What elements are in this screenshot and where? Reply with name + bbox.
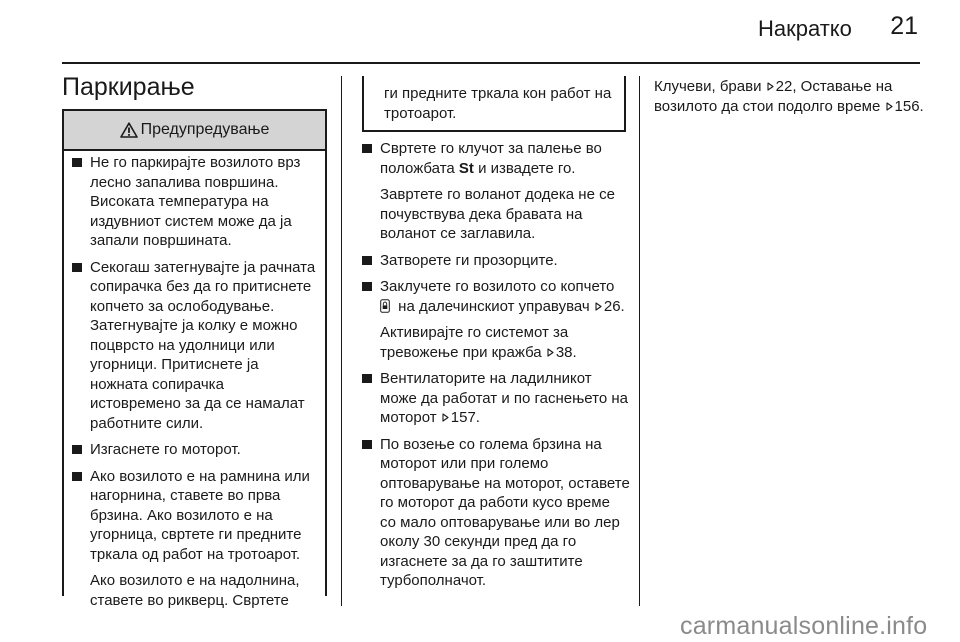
paragraph-text: По возење со голема брзина на моторот или при големо оптоварување на моторот, оставете го моторот да работи кусо време со мало оптоварување или во лер околу 30 секунди пред да го изгаснете за да го заштитите турбополначот.	[380, 435, 630, 589]
page-reference-icon	[442, 413, 449, 422]
bullet-icon	[72, 158, 82, 167]
bullet-icon	[72, 445, 82, 454]
page-number: 21	[890, 12, 918, 40]
item-paragraph	[90, 571, 318, 610]
item-paragraph	[90, 467, 318, 565]
paragraph-text: и извадете го.	[473, 159, 576, 177]
parking-step-item	[362, 277, 630, 362]
references-paragraph	[654, 77, 926, 116]
parking-step-item	[362, 251, 630, 271]
parking-steps-list	[362, 139, 630, 598]
watermark: carmanualsonline.info	[680, 612, 928, 640]
item-paragraph	[380, 251, 558, 271]
warning-list-item	[72, 258, 318, 434]
paragraph-text: Вентилаторите на ладилникот може да работат и по гаснењето на моторот	[380, 370, 628, 426]
paragraph-text: Активирајте го системот за тревожење при кражба	[380, 324, 569, 361]
warning-heading-text: Предупредување	[140, 121, 270, 138]
warning-triangle-icon	[120, 122, 138, 138]
paragraph-text: Завртете го воланот додека не се почувствува дека бравата на воланот се заглавила.	[380, 186, 615, 242]
warning-continued-text: ги предните тркала кон работ на тротоарот.	[384, 85, 612, 122]
references-text: Клучеви, брави	[654, 78, 762, 95]
parking-step-item	[362, 369, 630, 428]
bullet-icon	[362, 374, 372, 383]
chapter-title: Накратко	[758, 16, 852, 41]
paragraph-text: Ако возилото е на рамнина или нагорнина, ставете во прва брзина. Ако возилото е на угорница, свртете ги предните тркала од работ на тротоарот.	[90, 467, 310, 563]
lock-key-icon	[380, 299, 390, 313]
header-rule	[62, 62, 920, 64]
item-paragraph	[380, 369, 630, 428]
warning-heading	[64, 109, 325, 151]
page-reference-icon	[767, 82, 774, 91]
page-reference-icon	[547, 348, 554, 357]
cross-references	[654, 77, 926, 116]
paragraph-text: Не го паркирајте возилото врз лесно запалива површина. Високата температура на издувниот систем може да ја запали површината.	[90, 154, 301, 249]
bullet-icon	[72, 263, 82, 272]
page-reference-icon	[595, 302, 602, 311]
item-paragraph	[380, 185, 630, 244]
warning-list	[72, 153, 318, 617]
paragraph-text: Изгаснете го моторот.	[90, 441, 241, 458]
paragraph-text: Секогаш затегнувајте ја рачната сопирачка без да го притиснете копчето за ослободување. Затегнувајте ја колку е можно поцврсто на удолници или угорници. Притиснете ја ножната сопирачка истовремено за да се намалат работните сили.	[90, 258, 316, 432]
bullet-icon	[362, 144, 372, 153]
paragraph-text: Ако возилото е на надолнина, ставете во рикверц. Свртете	[90, 572, 300, 609]
item-paragraph	[380, 435, 630, 591]
item-paragraph	[90, 258, 318, 434]
column-divider-2	[639, 76, 640, 606]
page-reference-link[interactable]: 26.	[603, 297, 625, 315]
warning-list-item	[72, 440, 318, 460]
paragraph-text: Затворете ги прозорците.	[380, 251, 558, 269]
reference-link-2[interactable]: 156.	[894, 97, 924, 115]
parking-step-item	[362, 139, 630, 244]
item-paragraph	[90, 153, 318, 251]
bullet-icon	[362, 256, 372, 265]
warning-list-item	[72, 153, 318, 251]
warning-list-item	[72, 467, 318, 611]
item-paragraph	[380, 139, 630, 178]
column-divider-1	[341, 76, 342, 606]
bullet-icon	[72, 472, 82, 481]
bullet-icon	[362, 440, 372, 449]
paragraph-text: Заклучете го возилото со копчето	[380, 278, 615, 295]
page-reference-link[interactable]: 157.	[450, 409, 480, 426]
paragraph-text: Свртете го клучот за палење во положбата	[380, 140, 602, 177]
page-reference-link[interactable]: 38.	[555, 343, 577, 361]
page-reference-icon	[886, 102, 893, 111]
ignition-position-label: St	[458, 159, 474, 177]
parking-step-item	[362, 435, 630, 591]
bullet-icon	[362, 282, 372, 291]
item-paragraph	[90, 440, 241, 460]
item-paragraph	[380, 323, 630, 362]
item-paragraph	[380, 277, 630, 316]
section-title: Паркирање	[62, 73, 195, 101]
paragraph-text: на далечинскиот управувач	[394, 297, 590, 315]
reference-link-1[interactable]: 22, Оставање на возилото да стои подолго време	[654, 78, 893, 115]
